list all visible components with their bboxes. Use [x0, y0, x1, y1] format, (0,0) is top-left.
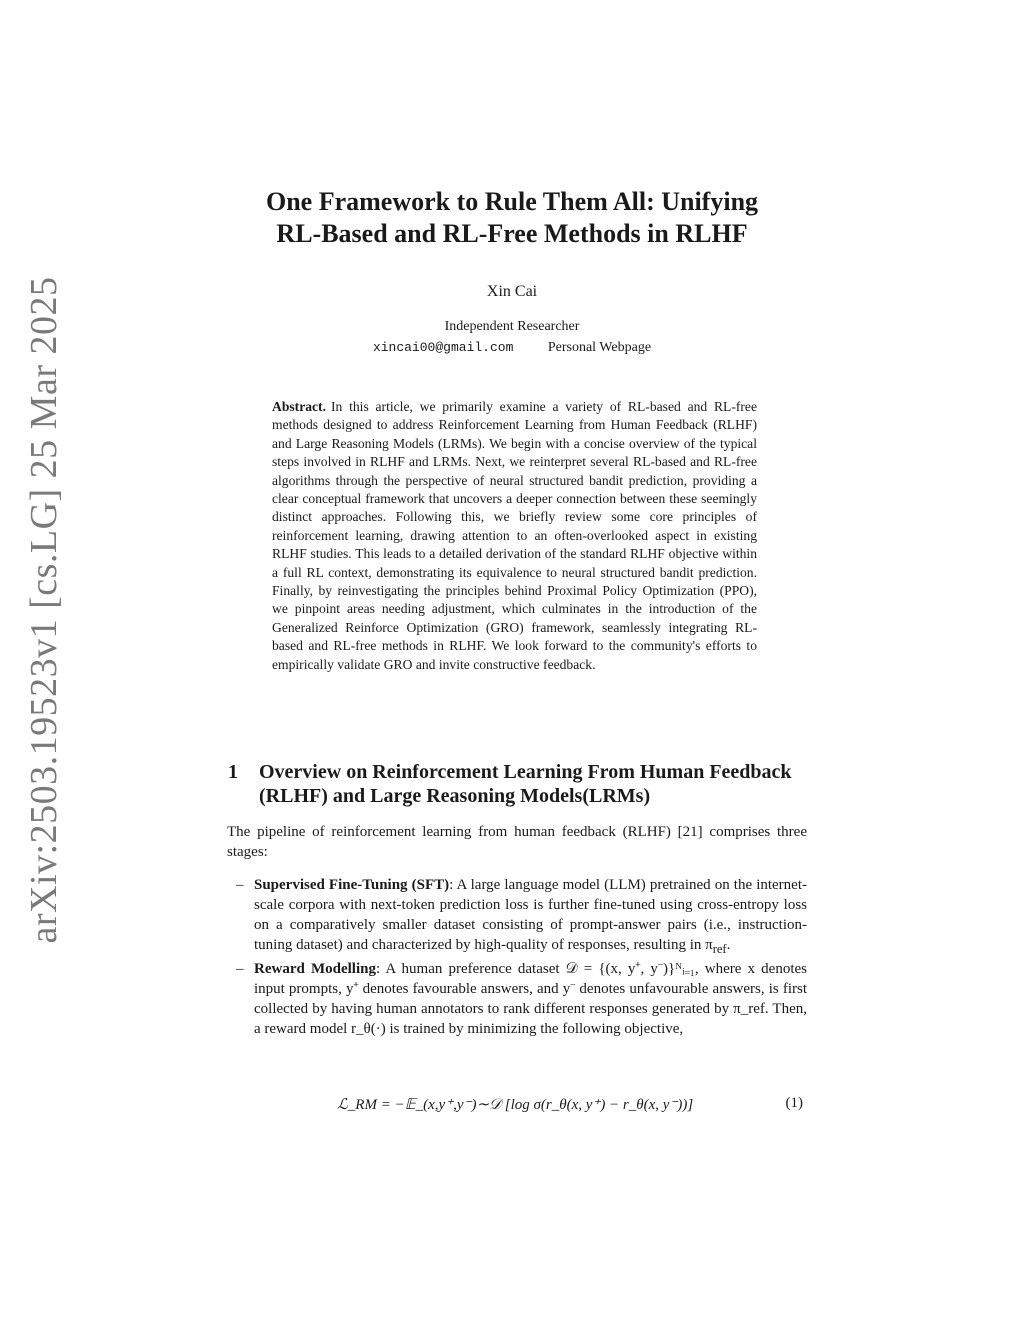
personal-webpage-link[interactable]: Personal Webpage	[547, 340, 652, 355]
author-email-link[interactable]: xincai00@gmail.com	[372, 340, 514, 355]
list-item-text: : A large language model (LLM) pretrained on the internet-scale corpora with next-token prediction loss is further fine-tuned using cross-entropy loss on a comparatively smaller dataset consisting of prompt-answer pairs (i.e., instruction-tuning dataset) and characterized by high-quality of responses, resulting in π	[254, 877, 807, 953]
list-item	[236, 959, 807, 1039]
abstract	[272, 398, 757, 674]
list-bullet: –	[236, 961, 244, 977]
equation-expression: ℒ_RM = −𝔼_(x,y⁺,y⁻)∼𝒟 [log σ(r_θ(x, y⁺) − r_θ(x, y⁻))]	[337, 1097, 694, 1113]
title-line-2: RL-Based and RL-Free Methods in RLHF	[276, 219, 748, 248]
list-item-label: Supervised Fine-Tuning (SFT)	[254, 877, 450, 893]
arxiv-stamp-text: arXiv:2503.19523v1 [cs.LG] 25 Mar 2025	[23, 276, 65, 944]
list-bullet: –	[236, 877, 244, 893]
list-item-text: : A human preference dataset 𝒟 = {(x, y⁺, y⁻)}ᴺᵢ₌₁, where x denotes input prompts, y⁺ denotes favourable answers, and y⁻ denotes unfavourable answers, is first collected by having human annotators to rank different responses generated by π_ref. Then, a reward model r_θ(·) is trained by minimizing the following objective,	[254, 961, 807, 1037]
section-title: Overview on Reinforcement Learning From Human Feedback (RLHF) and Large Reasoning Models(LRMs)	[259, 761, 792, 807]
list-item-subscript: ref	[712, 942, 727, 956]
title-line-1: One Framework to Rule Them All: Unifying	[265, 187, 759, 216]
list-item	[236, 875, 807, 959]
abstract-text: In this article, we primarily examine a variety of RL-based and RL-free methods designed to address Reinforcement Learning from Human Feedback (RLHF) and Large Reasoning Models (LRMs). We begin with a concise overview of the typical steps involved in RLHF and LRMs. Next, we reinterpret several RL-based and RL-free algorithms through the perspective of neural structured bandit prediction, providing a clear conceptual framework that uncovers a deeper connection between these seemingly distinct approaches. Following this, we briefly review some core principles of reinforcement learning, drawing attention to an often-overlooked aspect in existing RLHF studies. This leads to a detailed derivation of the standard RLHF objective within a full RL context, demonstrating its equivalence to neural structured bandit prediction. Finally, by reinvestigating the principles behind Proximal Policy Optimization (PPO), we pinpoint areas needing adjustment, which culminates in the introduction of the Generalized Reinforce Optimization (GRO) framework, seamlessly integrating RL-based and RL-free methods in RLHF. We look forward to the community's efforts to empirically validate GRO and invite constructive feedback.	[272, 399, 757, 672]
list-item-tail: .	[726, 937, 731, 953]
list-item-label: Reward Modelling	[254, 961, 376, 977]
section-number: 1	[228, 761, 238, 783]
intro-paragraph: The pipeline of reinforcement learning from human feedback (RLHF) [21] comprises three stages:	[227, 824, 807, 860]
author-contact	[0, 339, 1024, 356]
equation-1	[227, 1093, 807, 1119]
author-affiliation: Independent Researcher	[444, 319, 580, 334]
abstract-label: Abstract.	[272, 399, 326, 414]
author-name: Xin Cai	[486, 283, 538, 300]
equation-number: (1)	[785, 1095, 803, 1111]
section-heading	[228, 760, 808, 808]
pipeline-stage-list	[236, 875, 807, 1039]
paper-title	[0, 186, 1024, 250]
